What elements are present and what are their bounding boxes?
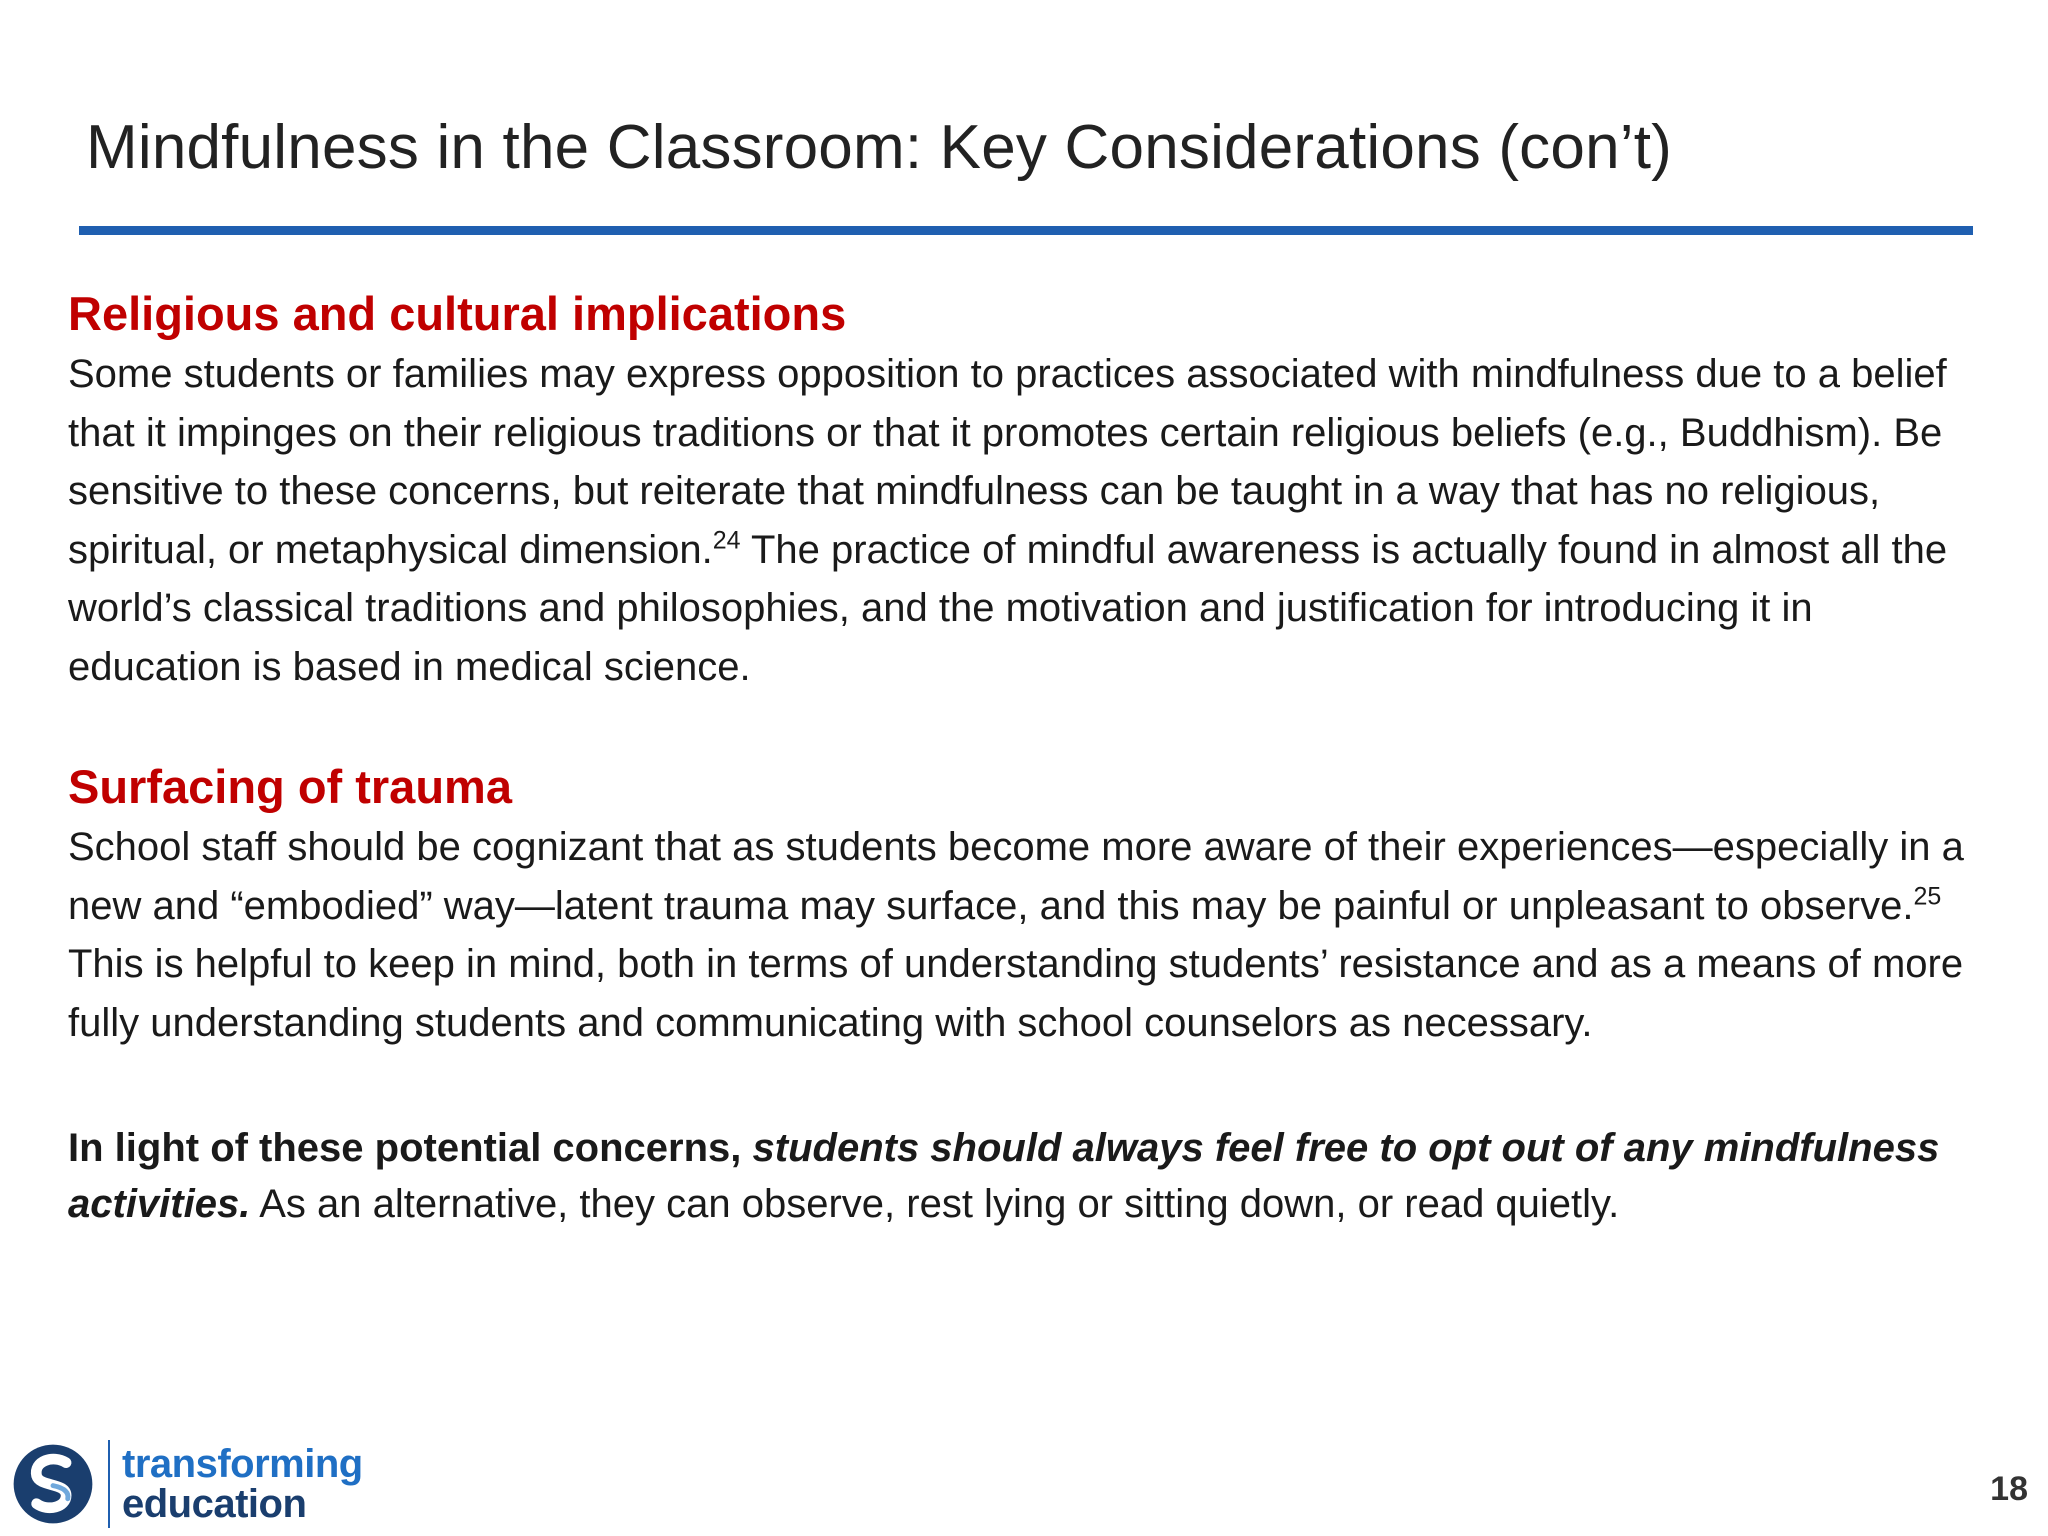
body-text-part1: School staff should be cognizant that as students become more aware of their experiences—especially in a new and “embodied” way—latent trauma may surface, and this may be painful or unpleasant to observe. xyxy=(68,825,1964,928)
logo-line-2: education xyxy=(122,1482,307,1526)
body-text-part2: This is helpful to keep in mind, both in terms of understanding students’ resistance and as a means of more fully understanding students and communicating with school counselors as necessary. xyxy=(68,942,1964,1045)
title-divider xyxy=(79,226,1973,235)
page-number: 18 xyxy=(1990,1470,2028,1508)
s-swirl-logo-icon xyxy=(12,1443,94,1525)
logo-line-1: transforming xyxy=(122,1442,363,1486)
closing-emphasis: students should always feel free to opt out of any mindfulness activities. xyxy=(68,1126,1940,1226)
body-text-part1: Some students or families may express opposition to practices associated with mindfulness due to a belief that it impinges on their religious traditions or that it promotes certain religious beliefs (e.g., Buddhism). Be sensitive to these concerns, but reiterate that mindfulness can be taught in a way that has no religious, spiritual, or metaphysical dimension. xyxy=(68,352,1947,572)
closing-rest: As an alternative, they can observe, rest lying or sitting down, or read quietly. xyxy=(250,1182,1620,1226)
footnote-ref: 24 xyxy=(712,526,741,555)
section-heading: Religious and cultural implications xyxy=(68,287,847,340)
section-heading: Surfacing of trauma xyxy=(68,760,512,813)
closing-note xyxy=(68,1120,1968,1232)
slide-title: Mindfulness in the Classroom: Key Considerations (con’t) xyxy=(86,113,1672,182)
section-body xyxy=(68,345,1968,696)
closing-lead: In light of these potential concerns, xyxy=(68,1126,753,1170)
logo-wordmark xyxy=(122,1444,363,1524)
section-religious-cultural xyxy=(68,285,1968,696)
transforming-education-logo xyxy=(12,1438,363,1530)
body-text-part2: The practice of mindful awareness is actually found in almost all the world’s classical traditions and philosophies, and the motivation and justification for introducing it in education is based in medical science. xyxy=(68,527,1948,689)
slide-content xyxy=(68,285,1968,1232)
section-surfacing-trauma xyxy=(68,758,1968,1052)
section-body xyxy=(68,818,1968,1052)
logo-divider xyxy=(108,1440,110,1528)
footnote-ref: 25 xyxy=(1913,882,1942,911)
